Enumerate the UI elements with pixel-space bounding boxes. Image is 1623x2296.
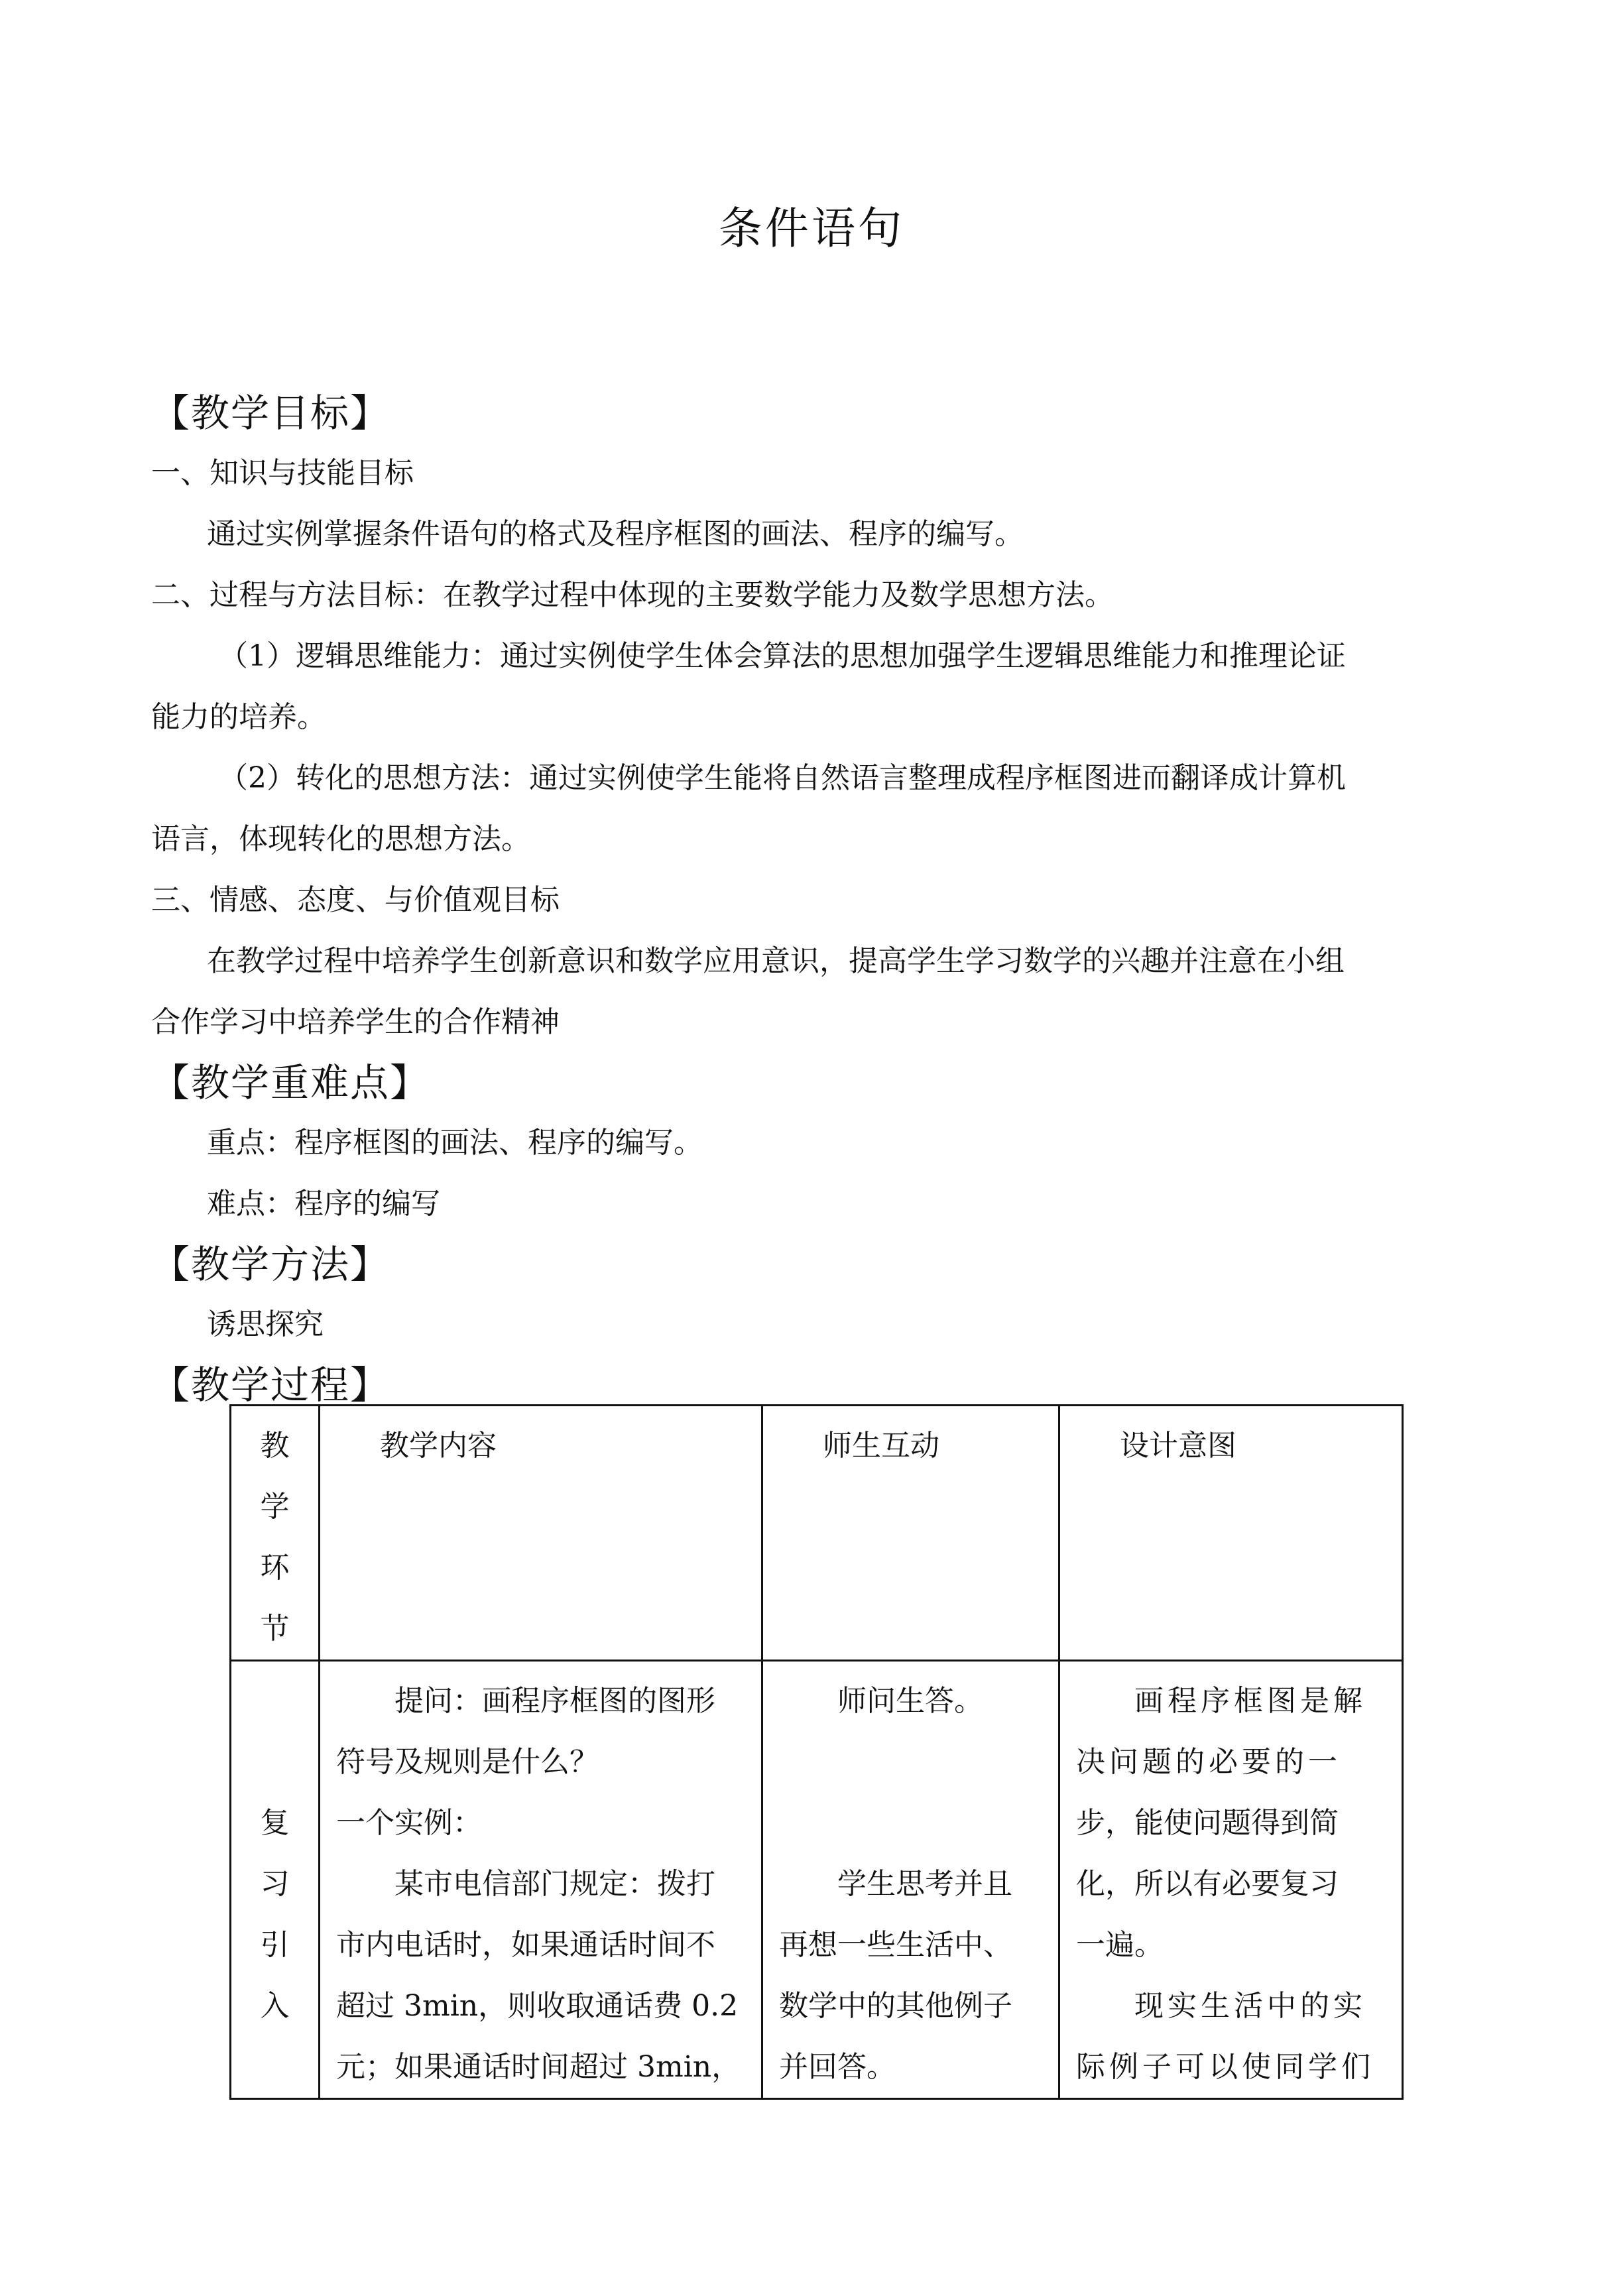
method-heading: 【教学方法】 (151, 1242, 391, 1287)
header-stage-char: 节 (260, 1612, 290, 1646)
interaction-line: 学生思考并且 (837, 1867, 1012, 1901)
header-interaction-cell (762, 1406, 1059, 1661)
content-line: 元；如果通话时间超过 3min， (336, 2050, 741, 2084)
objective-2-sub2-line2: 语言，体现转化的思想方法。 (151, 822, 530, 856)
row-stage-cell (231, 1661, 320, 2099)
content-line: 提问：画程序框图的图形 (394, 1684, 715, 1718)
content-line: 一个实例： (336, 1806, 482, 1840)
row-stage-char: 复 (260, 1806, 290, 1840)
content-line: 某市电信部门规定：拨打 (394, 1867, 715, 1901)
objective-3-line1: 在教学过程中培养学生创新意识和数学应用意识，提高学生学习数学的兴趣并注意在小组 (207, 944, 1345, 978)
process-heading: 【教学过程】 (151, 1362, 391, 1408)
method-text: 诱思探究 (207, 1307, 324, 1341)
objective-1-text: 通过实例掌握条件语句的格式及程序框图的画法、程序的编写。 (207, 517, 1024, 551)
interaction-blank-line (779, 1793, 1044, 1854)
objective-2-sub1-line2: 能力的培养。 (151, 700, 326, 734)
objective-2-sub2-line1: （2）转化的思想方法：通过实例使学生能将自然语言整理成程序框图进而翻译成计算机 (219, 761, 1346, 795)
interaction-line: 师问生答。 (837, 1684, 983, 1718)
intent-line: 步，能使问题得到简 (1076, 1806, 1339, 1840)
objective-3-title: 三、情感、态度、与价值观目标 (151, 883, 560, 917)
row-interaction-cell (762, 1661, 1059, 2099)
objectives-heading: 【教学目标】 (151, 391, 391, 436)
content-line: 市内电话时，如果通话时间不 (336, 1928, 715, 1962)
content-line: 符号及规则是什么？ (336, 1745, 599, 1779)
interaction-line: 再想一些生活中、 (779, 1928, 1012, 1962)
header-intent-label: 设计意图 (1120, 1429, 1236, 1463)
objective-2-title: 二、过程与方法目标：在教学过程中体现的主要数学能力及数学思想方法。 (151, 578, 1114, 612)
header-content-cell (320, 1406, 762, 1661)
header-stage-char: 教 (260, 1429, 290, 1463)
header-stage-char: 环 (260, 1551, 290, 1585)
interaction-line: 并回答。 (779, 2050, 896, 2084)
intent-line: 际例子可以使同学们 (1076, 2050, 1374, 2084)
interaction-line: 数学中的其他例子 (779, 1989, 1012, 2023)
header-intent-cell (1059, 1406, 1403, 1661)
teaching-process-table (229, 1404, 1404, 2100)
row-stage-char: 入 (260, 1989, 290, 2023)
objectives-section (151, 383, 1487, 1415)
intent-line: 画程序框图是解 (1134, 1684, 1366, 1718)
objective-3-line2: 合作学习中培养学生的合作精神 (151, 1005, 560, 1039)
key-point-text: 重点：程序框图的画法、程序的编写。 (207, 1126, 703, 1160)
key-points-heading: 【教学重难点】 (151, 1060, 430, 1105)
table-row (231, 1661, 1403, 2099)
header-stage-cell (231, 1406, 320, 1661)
row-intent-cell (1059, 1661, 1403, 2099)
table-header-row (231, 1406, 1403, 1661)
difficult-point-text: 难点：程序的编写 (207, 1187, 440, 1221)
objective-1-title: 一、知识与技能目标 (151, 456, 414, 490)
row-stage-char: 习 (260, 1867, 290, 1901)
objective-2-sub1-line1: （1）逻辑思维能力：通过实例使学生体会算法的思想加强学生逻辑思维能力和推理论证 (219, 639, 1346, 673)
interaction-blank-line (779, 1732, 1044, 1793)
header-interaction-label: 师生互动 (823, 1429, 939, 1463)
intent-line: 现实生活中的实 (1134, 1989, 1366, 2023)
row-stage-char: 引 (260, 1928, 290, 1962)
row-content-cell (320, 1661, 762, 2099)
intent-line: 一遍。 (1076, 1928, 1164, 1962)
intent-line: 决问题的必要的一 (1076, 1745, 1341, 1779)
header-stage-char: 学 (260, 1490, 290, 1524)
intent-line: 化，所以有必要复习 (1076, 1867, 1339, 1901)
header-content-label: 教学内容 (380, 1429, 497, 1463)
content-line: 超过 3min，则收取通话费 0.2 (336, 1989, 739, 2023)
document-title: 条件语句 (719, 203, 904, 254)
